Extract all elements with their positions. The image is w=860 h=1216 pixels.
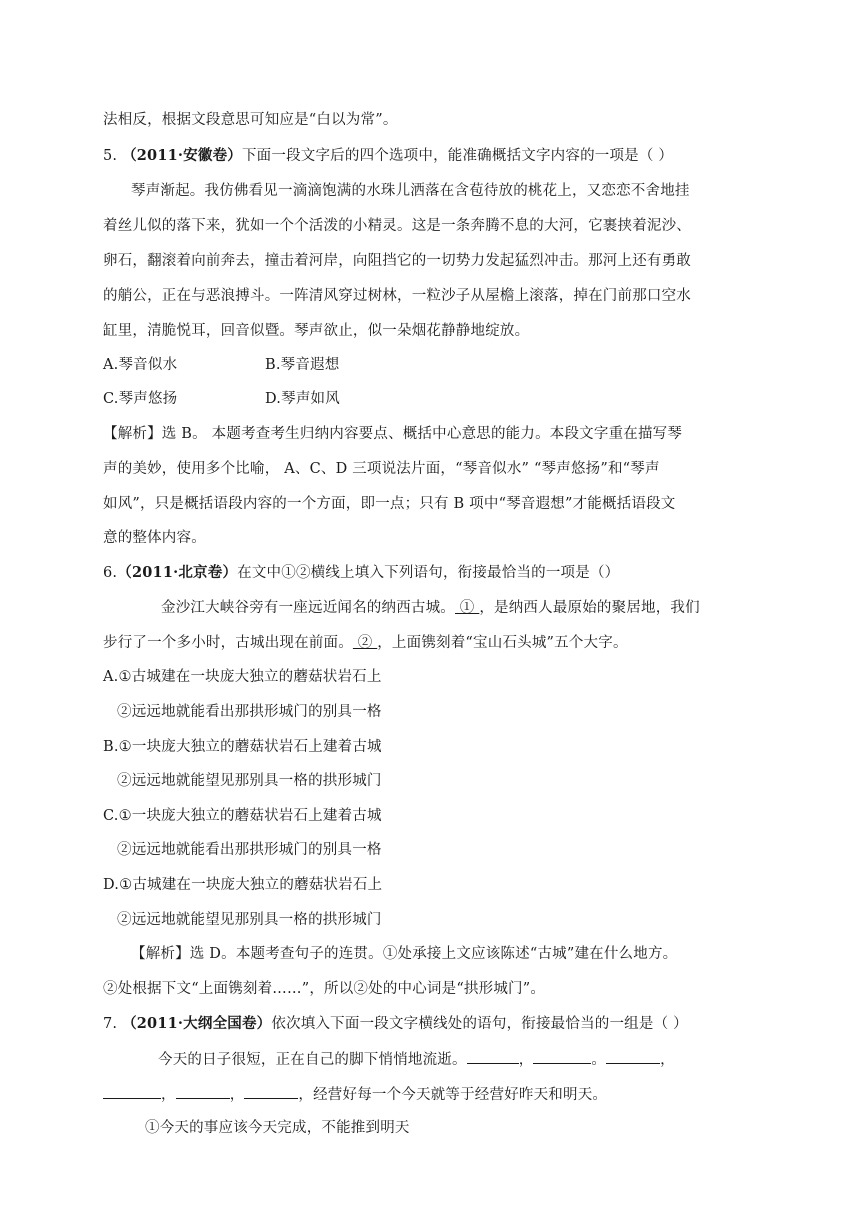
option-a-line-2: ②远远地就能看出那拱形城门的别具一格 bbox=[117, 704, 382, 720]
question-5-stem bbox=[103, 146, 673, 166]
question-source: （2011·安徽卷） bbox=[122, 147, 242, 164]
passage-line bbox=[161, 598, 700, 618]
question-number: 5. bbox=[103, 148, 118, 164]
punctuation: ， bbox=[518, 1052, 534, 1068]
option-c: C.琴声悠扬 bbox=[103, 391, 178, 407]
blank-1: ① bbox=[455, 600, 480, 616]
option-c-line-2: ②远远地就能看出那拱形城门的别具一格 bbox=[117, 842, 382, 858]
item-1: ①今天的事应该今天完成，不能推到明天 bbox=[145, 1120, 410, 1136]
passage-text: 今天的日子很短，正在自己的脚下悄悄地流逝。 bbox=[158, 1052, 467, 1068]
passage-line: 的艄公，正在与恶浪搏斗。一阵清风穿过树林，一粒沙子从屋檐上滚落，掉在门前那口空水 bbox=[103, 288, 691, 304]
analysis-line: 【解析】选 B。 本题考查考生归纳内容要点、概括中心意思的能力。本段文字重在描写琴 bbox=[103, 426, 683, 442]
option-b-line-2: ②远远地就能望见那别具一格的拱形城门 bbox=[117, 773, 382, 789]
punctuation: ， bbox=[229, 1087, 245, 1103]
text-line: 法相反，根据文段意思可知应是“白以为常”。 bbox=[103, 112, 398, 128]
analysis-line: 意的整体内容。 bbox=[103, 530, 206, 546]
question-6-stem bbox=[103, 563, 619, 583]
passage-text: ，经营好每一个今天就等于经营好昨天和明天。 bbox=[298, 1087, 608, 1103]
blank-line bbox=[103, 1084, 161, 1099]
question-number: 6. bbox=[103, 565, 118, 581]
option-a-line-1: A.①古城建在一块庞大独立的蘑菇状岩石上 bbox=[103, 669, 382, 685]
passage-line: 琴声渐起。我仿佛看见一滴滴饱满的水珠儿洒落在含苞待放的桃花上，又恋恋不舍地挂 bbox=[131, 183, 690, 199]
blank-line bbox=[176, 1084, 230, 1099]
passage-line: 缸里，清脆悦耳，回音似暨。琴声欲止，似一朵烟花静静地绽放。 bbox=[103, 323, 530, 339]
question-text: 在文中①②横线上填入下列语句，衔接最恰当的一项是（） bbox=[237, 565, 620, 581]
option-b: B.琴音遐想 bbox=[265, 357, 340, 373]
passage-line bbox=[158, 1049, 675, 1070]
analysis-line: ②处根据下文“上面镌刻着……”，所以②处的中心词是“拱形城门”。 bbox=[103, 981, 546, 997]
passage-line: 卵石，翻滚着向前奔去，撞击着河岸，向阻挡它的一切势力发起猛烈冲击。那河上还有勇敢 bbox=[103, 253, 691, 269]
passage-line bbox=[103, 1084, 607, 1105]
blank-line bbox=[533, 1049, 591, 1064]
punctuation: ， bbox=[161, 1087, 176, 1103]
blank-line bbox=[244, 1084, 298, 1099]
passage-line: 着丝儿似的落下来，犹如一个个活泼的小精灵。这是一条奔腾不息的大河，它裹挟着泥沙、 bbox=[103, 218, 691, 234]
question-text: 下面一段文字后的四个选项中，能准确概括文字内容的一项是（ ） bbox=[241, 148, 674, 164]
option-d: D.琴声如风 bbox=[265, 391, 340, 407]
passage-text: ，是纳西人最原始的聚居地，我们 bbox=[479, 600, 700, 616]
punctuation: ， bbox=[660, 1052, 675, 1068]
passage-text: ，上面镌刻着“宝山石头城”五个大字。 bbox=[377, 635, 628, 651]
question-source: （2011·北京卷） bbox=[117, 564, 238, 581]
option-c-line-1: C.①一块庞大独立的蘑菇状岩石上建着古城 bbox=[103, 808, 382, 824]
analysis-line: 如风”，只是概括语段内容的一个方面，即一点；只有 B 项中“琴音遐想”才能概括语段文 bbox=[103, 496, 676, 512]
option-a: A.琴音似水 bbox=[103, 357, 178, 373]
passage-text: 步行了一个多小时，古城出现在前面。 bbox=[103, 635, 353, 651]
question-number: 7. bbox=[103, 1016, 118, 1032]
blank-line bbox=[467, 1049, 519, 1064]
punctuation: 。 bbox=[591, 1052, 607, 1068]
analysis-line: 【解析】选 D。本题考查句子的连贯。①处承接上文应该陈述“古城”建在什么地方。 bbox=[131, 946, 678, 962]
blank-line bbox=[606, 1049, 660, 1064]
analysis-line: 声的美妙，使用多个比喻， A、C、D 三项说法片面，“琴音似水” “琴声悠扬”和“琴声 bbox=[103, 461, 660, 477]
option-d-line-2: ②远远地就能望见那别具一格的拱形城门 bbox=[117, 912, 382, 928]
blank-2: ② bbox=[352, 635, 378, 651]
option-d-line-1: D.①古城建在一块庞大独立的蘑菇状岩石上 bbox=[103, 877, 383, 893]
question-source: （2011·大纲全国卷） bbox=[122, 1015, 272, 1032]
question-text: 依次填入下面一段文字横线处的语句，衔接最恰当的一组是（ ） bbox=[271, 1016, 688, 1032]
passage-line bbox=[103, 633, 628, 653]
option-b-line-1: B.①一块庞大独立的蘑菇状岩石上建着古城 bbox=[103, 739, 382, 755]
question-7-stem bbox=[103, 1014, 688, 1034]
passage-text: 金沙江大峡谷旁有一座远近闻名的纳西古城。 bbox=[161, 600, 455, 616]
